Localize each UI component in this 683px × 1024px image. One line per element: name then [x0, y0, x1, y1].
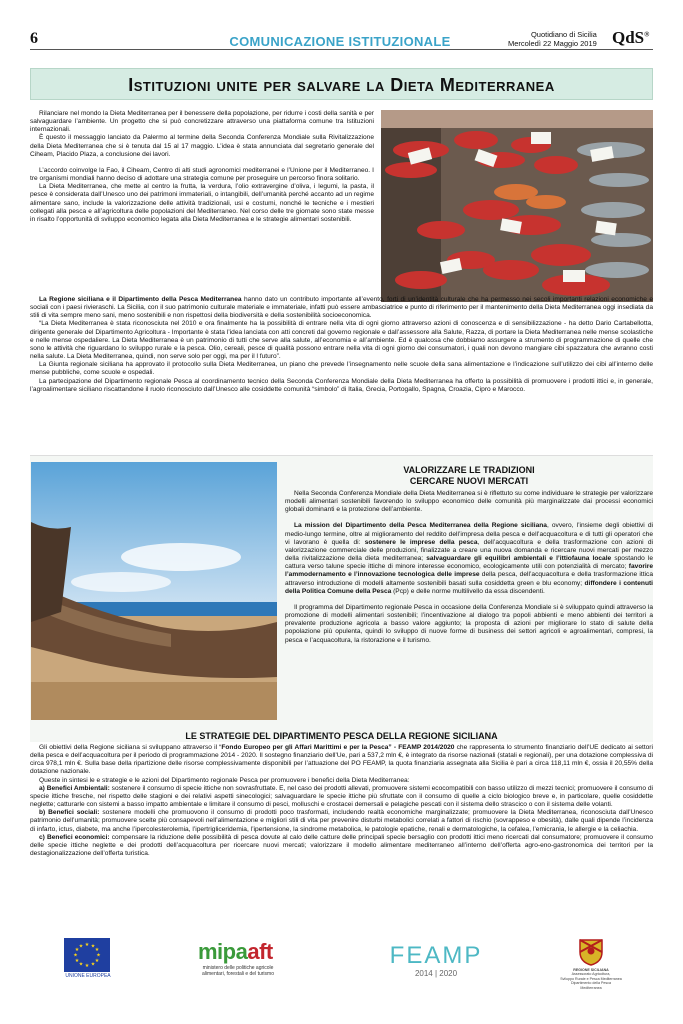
box-title-line: VALORIZZARE LE TRADIZIONI — [403, 465, 535, 475]
region-text: hanno dato un contributo importante all’evento, forti di un’identità culturale che ha permesso nei secoli importanti relazioni economiche e sociali con i paesi rivieraschi. La Sicilia, con il suo patrimonio culturale materiale e immateriale, infatti può essere ambasciatrice e punto di riferimento per il mantenimento della Dieta Mediterranea oggi insediata da stili di vita sempre meno sani, meno sostenibili e non rispettosi della biodiversità e della sostenibilità socioeconomica. — [30, 296, 653, 320]
svg-text:★: ★ — [94, 958, 100, 964]
mipaaft-logo-text: mipa — [198, 939, 248, 964]
svg-text:★: ★ — [73, 952, 78, 959]
svg-text:★: ★ — [94, 947, 100, 953]
feamp-highlight: Fondo Europeo per gli Affari Marittimi e per la Pesca” - FEAMP 2014/2020 — [221, 744, 455, 751]
headline: Istituzioni unite per salvare la Dieta Mediterranea — [128, 75, 555, 95]
svg-text:★: ★ — [78, 961, 84, 968]
mipaaft-logo-text: aft — [247, 939, 273, 964]
mipaaft-subtitle-line: ministero delle politiche agricole — [202, 965, 274, 971]
section-title: COMUNICAZIONE ISTITUZIONALE — [229, 34, 451, 49]
box-text — [285, 490, 653, 645]
benefit-item — [30, 785, 653, 809]
mission-highlight: sostenere le imprese della pesca — [364, 538, 478, 546]
mipaaft-logo — [198, 939, 273, 965]
strategies-text-run: che rappresenta lo strumento finanziario dell’UE dedicato ai settori della pesca e dell’acquacoltura per il periodo di programmazione 2014 - 2020. Il sostegno finanziario dell’Ue, pari a 537,2 mln €, è integrato da risorse nazionali (statali e regionali), per una dotazione complessiva di circa 978,1 mln €. Sulla base della ripartizione delle risorse complessivamente disponibili per l’attuazione del PO FEAMP, la quota finanziaria assegnata alla Sicilia è pari a circa 118,11 mln €, ossia il 20,55% della dotazione nazionale. — [30, 744, 653, 776]
strategies-paragraph — [30, 744, 653, 777]
svg-text:★: ★ — [74, 958, 80, 964]
sicily-subtitle-line: Assessorato Agricoltura, — [571, 972, 611, 977]
strategies-text-run: Gli obiettivi della Regione siciliana si sviluppano attraverso il “ — [39, 744, 222, 751]
intro-paragraph: La Dieta Mediterranea, che mette al centro la frutta, la verdura, l’olio extravergine d’oliva, i legumi, la pasta, il pesce è considerata dall’Unesco uno dei patrimoni immateriali, o intangibili, dell’umanità perché accanto ad un regime alimentare sano, include la valorizzazione delle attività tradizionali, usi e costumi, nonché le tecniche e i mestieri collegati alla pesca e all’agricoltura delle popolazioni del Mediterraneo. Nel corso delle tre giornate sono state messe in risalto l’opportunità di sviluppo economico legata alla Dieta Mediterranea e le strategie alimentari sostenibili. — [30, 183, 374, 223]
issue-date: Mercoledì 22 Maggio 2019 — [508, 39, 597, 48]
region-highlight: La Regione siciliana e il Dipartimento della Pesca Mediterranea — [39, 296, 242, 303]
svg-text:★: ★ — [84, 942, 90, 948]
qds-logo-text: QdS — [612, 28, 645, 47]
svg-text:★: ★ — [78, 943, 84, 950]
mission-text: (Pcp) e delle norme multilivello da essa discendenti. — [391, 587, 545, 595]
box-paragraph: Nella Seconda Conferenza Mondiale della Dieta Mediterranea si è riflettuto su come individuare le strategie per valorizzare modelli alimentari sostenibili favorendo lo sviluppo economico delle comunità più marginalizzate dai processi economici globali dominanti e la protezione dell’ambiente. — [285, 490, 653, 514]
sicily-subtitle-line: REGIONE SICILIANA — [573, 968, 609, 972]
eu-flag-icon — [64, 938, 110, 972]
sicily-subtitle — [560, 968, 622, 990]
mission-text: spostando le cattura verso talune specie ittiche di minore interesse economico, ecologicamente utili con potenzialità di mercato; — [285, 555, 653, 571]
body-continuation — [30, 296, 653, 394]
sicily-subtitle-line: Dipartimento della Pesca Mediterranea — [571, 981, 611, 990]
headline-box — [30, 68, 653, 100]
page-number: 6 — [30, 30, 38, 47]
mipaaft-subtitle — [182, 965, 294, 977]
mission-highlight: diffondere i contenuti della Politica Comune della Pesca — [285, 579, 653, 595]
qds-logo: QdS® — [612, 28, 650, 47]
mission-highlight: salvaguardare gli equilibri ambientali e l’ittiofauna locale — [426, 555, 612, 563]
svg-text:★: ★ — [90, 961, 96, 968]
strategies-paragraph: Queste in sintesi le e strategie e le azioni del Dipartimento regionale Pesca per promuovere i benefici della Dieta Mediterranea: — [39, 776, 410, 784]
feamp-years: 2014 | 2020 — [414, 969, 458, 978]
newspaper-name: Quotidiano di Sicilia — [530, 30, 597, 39]
benefit-label: b) Benefici sociali: — [39, 809, 100, 817]
sicily-subtitle-line: Sviluppo Rurale e Pesca Mediterranea — [560, 976, 622, 981]
box-title-line: CERCARE NUOVI MERCATI — [409, 476, 529, 486]
mission-paragraph — [285, 522, 653, 595]
body-paragraph: La Giunta regionale siciliana ha approvato il protocollo sulla Dieta Mediterranea, un piano che prevede l’insegnamento nelle scuole della sana alimentazione e l’indicazione sull’utilizzo dei cibi all’interno delle mense pubbliche, come scuole e ospedali. — [30, 361, 653, 377]
intro-paragraph: È questo il messaggio lanciato da Palermo al termine della Seconda Conferenza Mondiale sulla Rivitalizzazione della Dieta Mediterranea che si è tenuta dal 15 al 17 maggio. L’idea è stata annunciata dal segretario generale del Ciheam, Placido Plaza, a conclusione dei lavori. — [30, 134, 374, 158]
svg-text:★: ★ — [84, 963, 90, 969]
svg-text:★: ★ — [96, 952, 101, 959]
mission-text: , ovvero, l’insieme degli obiettivi di medio-lungo termine, oltre al miglioramento del reddito dell’impresa della pesca e dell’acquacoltura e di tutti gli operatori che vi lavorano è quella di: — [285, 522, 653, 546]
benefit-item — [30, 809, 653, 833]
benefit-text: compensare la riduzione delle possibilità di pesca dovute al calo delle catture delle principali specie bersaglio con prodotti ittici meno ricercati dal consumatore; promuovere il consumo delle specie ittiche neglette e dei prodotti dell’acquacoltura per ricercare nuovi mercati; valorizzare il modello alimentare mediterraneo all’interno dell’offerta agro-eno-gastronomica dei territori per la destagionalizzazione dell’offerta turistica. — [30, 833, 653, 858]
fish-market-photo — [381, 110, 653, 302]
mission-text: della pesca, dell’acquacoltura e della trasformazione ittica attraverso introduzione di modelli altamente sostenibili basati sulla cosiddetta green e blu economy; — [285, 571, 653, 587]
mission-highlight: favorire l’ammodernamento e l’innovazione tecnologica delle imprese — [285, 563, 653, 579]
region-paragraph — [30, 296, 653, 320]
boat-photo — [31, 462, 277, 720]
box-paragraph: Il programma del Dipartimento regionale Pesca in occasione della Conferenza Mondiale si è sviluppato quindi attraverso la promozione di modelli alimentari sostenibili; l’incentivazione al dialogo tra popoli abbienti e meno abbienti dei territori a prevalente produzione agricola a basso valore aggiunto; la proposta di azioni per migliorare lo stato di salute della popolazione più opulenta, quindi lo sviluppo di nuove forme di business dei settori agricoli e agroalimentari, compresi, la pesca e l’acquacoltura, la ristorazione e il turismo. — [285, 603, 653, 644]
intro-paragraph: Rilanciare nel mondo la Dieta Mediterranea per il benessere della popolazione, per ridurre i costi della sanità e per salvaguardare l’ambiente. Un progetto che si può concretizzare attraverso una piattaforma comune tra Istituzioni internazionali. — [30, 110, 374, 134]
intro-paragraph: L’accordo coinvolge la Fao, il Ciheam, Centro di alti studi agronomici mediterranei e l’Unione per il Mediterraneo. I tre organismi mondiali hanno deciso di adottare una strategia comune per proseguire un percorso finora solitario. — [30, 166, 374, 183]
benefit-label: a) Benefici Ambientali: — [39, 784, 110, 792]
sicily-crest-icon — [578, 938, 604, 966]
benefit-text: sostenere il consumo di specie ittiche non sovrasfruttate. E, nel caso dei prodotti allevati, promuovere sistemi ecocompatibili con basso utilizzo di mezzi tecnici; promuovere il consumo di specie ittiche fresche, nel rispetto delle stagioni e dei relativi aspetti sinecologici; salvaguardare le specie ittiche più sfruttate con il consumo di quelle a ciclo biologico breve e, in particolare, quelle cosiddette neglette; catturarle con sistemi a basso impatto ambientale e limitare il consumo di pesci, molluschi e crostacei demersali e pelagiche pescati con il sistema dello strascico o con il sistema delle volanti. — [30, 784, 653, 809]
body-paragraph: La partecipazione del Dipartimento regionale Pesca al coordinamento tecnico della Seconda Conferenza Mondiale della Dieta Mediterranea ha offerto la possibilità di promuovere i prodotti ittici e, in generale, l’agroalimentare siciliano riscattandone il ruolo riconosciuto dall’Unesco alle cosiddette comunità “simbolo” di Italia, Grecia, Portogallo, Spagna, Croazia, Cipro e Marocco. — [30, 377, 653, 393]
mission-highlight: La mission del Dipartimento della Pesca Mediterranea della Regione siciliana — [294, 522, 547, 530]
svg-text:★: ★ — [90, 943, 96, 950]
mission-text: , dell’acquacoltura e della trasformazione con azioni di valorizzazione commerciale delle produzioni, finalizzate a creare una nuova domanda e ricercare nuovi mercati per mezzo della rivitalizzazione della dieta mediterranea; — [285, 538, 653, 563]
svg-text:★: ★ — [74, 947, 80, 953]
quote-paragraph: “La Dieta Mediterranea è stata riconosciuta nel 2010 e ora finalmente ha la possibilità di entrare nella vita di ogni giorno attraverso azioni di conoscenza e di sensibilizzazione - ha detto Dario Cartabellotta, dirigente generale del Dipartimento Agricoltura - Importante è stata l’idea lanciata con atti concreti dal governo regionale e dall’assessore alla Salute, Razza, di portare la Dieta Mediterranea nelle mense scolastiche e nelle mense ospedaliere. La Dieta Mediterranea è un patrimonio di tutti che serve alla salute, all’economia e all’ambiente. Ed è qualcosa che dobbiamo assurgere a strumento di programmazione di quelle che sono le attività che riguardano lo sviluppo rurale e la pesca. Olio, cereali, pesce di qualità possono entrare nella vita di ogni giorno dei consumatori, i quali non devono mangiare cibi spazzatura che avranno costi nella salute. La Dieta Mediterranea, quindi, non serve solo per oggi, ma per il l futuro”. — [30, 320, 653, 361]
newspaper-info — [508, 30, 597, 48]
header-divider — [30, 49, 653, 50]
strategies-title: LE STRATEGIE DEL DIPARTIMENTO PESCA DELLA REGIONE SICILIANA — [185, 731, 498, 741]
benefit-item — [30, 834, 653, 858]
feamp-logo: FEAMP — [389, 942, 483, 969]
intro-column — [30, 110, 374, 224]
benefit-text: sostenere modelli che promuovono il consumo di prodotti poco trasformati, includendo realtà economiche marginalizzate; promuovere la Dieta Mediterranea, riconosciuta dall’Unesco patrimonio dell’umanità; promuovere scelte più consapevoli nell’alimentazione e migliori stili di vita per prevenire disturbi metabolici correlati a fattori di rischio (sovrappeso e obesità), dalle quali dipende l’incidenza di infarto, ictus, diabete, ma anche l’ipercolesterolemia, l’ipertrigliceridemia, l’ipertensione, la sindrome metabolica, le patologie epatiche, renali e dermatologiche, la cefalea, l’emicrania, le allergie e la celiachia. — [30, 809, 653, 833]
box-title — [285, 465, 653, 487]
strategies-text — [30, 744, 653, 858]
eu-label: UNIONE EUROPEA — [65, 973, 111, 979]
benefit-label: c) Benefici economici: — [39, 833, 110, 841]
mipaaft-subtitle-line: alimentari, forestali e del turismo — [202, 971, 274, 977]
